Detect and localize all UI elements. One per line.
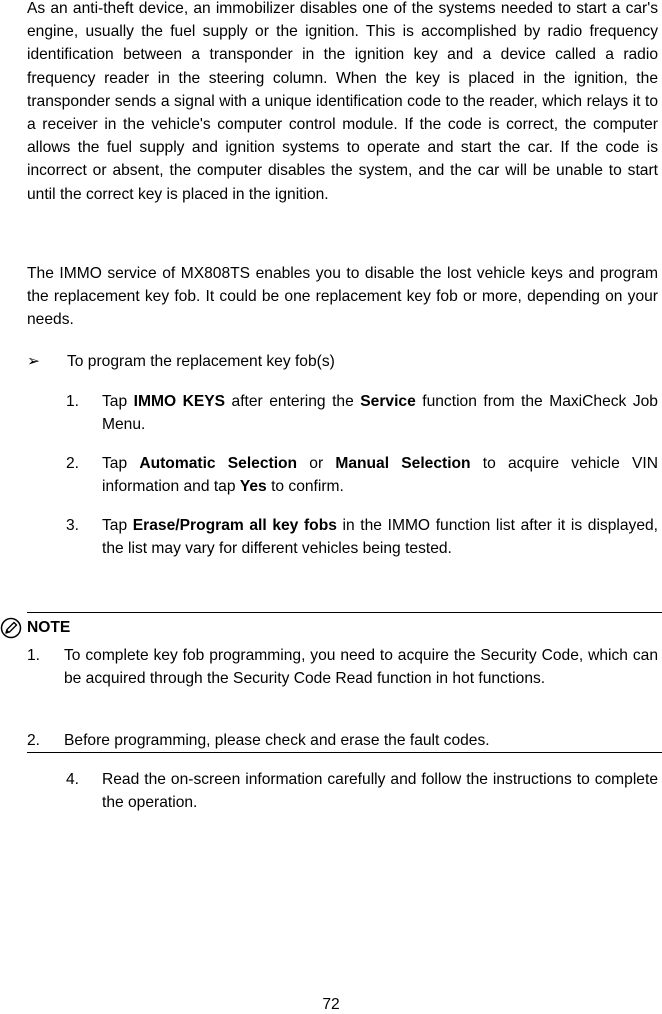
- step-text: Tap IMMO KEYS after entering the Service function from the MaxiCheck Job Menu.: [102, 393, 658, 434]
- arrow-bullet-icon: ➢: [27, 353, 41, 370]
- step-number: 2.: [66, 455, 80, 472]
- ui-term: IMMO KEYS: [133, 393, 226, 410]
- step-1: [66, 390, 658, 436]
- step-4: [66, 768, 658, 814]
- ui-term: Yes: [239, 478, 267, 496]
- service-paragraph: The IMMO service of MX808TS enables you to disable the lost vehicle keys and program the replacement key fob. It could be one replacement key fob or more, depending on your needs.: [27, 265, 658, 329]
- step-text: Read the on-screen information carefully and follow the instructions to complete the operation.: [102, 771, 658, 812]
- note-item-1: [27, 644, 658, 690]
- pencil-icon: [0, 617, 22, 639]
- step-number: 4.: [66, 771, 80, 788]
- step-number: 1.: [66, 393, 80, 410]
- step-3: [66, 514, 658, 560]
- intro-paragraph: As an anti-theft device, an immobilizer disables one of the systems needed to start a car's engine, usually the fuel supply or the ignition. This is accomplished by radio frequency identification between a transponder in the ignition key and a device called a radio frequency reader in the steering column. When the key is placed in the ignition, the transponder sends a signal with a unique identification code to the reader, which relays it to a receiver in the vehicle's computer control module. If the code is correct, the computer allows the fuel supply and ignition systems to operate and start the car. If the code is incorrect or absent, the computer disables the system, and the car will be unable to start until the correct key is placed in the ignition.: [27, 0, 658, 203]
- ui-term: Erase/Program all key fobs: [132, 517, 337, 534]
- ui-term: Manual Selection: [335, 455, 471, 472]
- step-number: 3.: [66, 517, 80, 534]
- page-number: 72: [322, 996, 340, 1013]
- note-top-divider: [27, 612, 662, 613]
- bullet-text: To program the replacement key fob(s): [67, 353, 335, 370]
- note-text: To complete key fob programming, you need to acquire the Security Code, which can be acquired through the Security Code Read function in hot functions.: [64, 647, 658, 688]
- note-item-2: [27, 729, 658, 752]
- note-number: 1.: [27, 647, 41, 664]
- ui-term: Automatic Selection: [139, 455, 298, 472]
- step-text: Tap Automatic Selection or Manual Selection to acquire vehicle VIN information and tap Yes to confirm.: [102, 455, 659, 496]
- step-2: [66, 452, 658, 498]
- note-number: 2.: [27, 732, 41, 749]
- step-text: Tap Erase/Program all key fobs in the IMMO function list after it is displayed, the list may vary for different vehicles being tested.: [102, 517, 659, 558]
- note-label: NOTE: [27, 619, 71, 636]
- note-bottom-divider: [27, 752, 662, 753]
- note-text: Before programming, please check and erase the fault codes.: [64, 732, 490, 749]
- ui-term: Service: [360, 393, 416, 410]
